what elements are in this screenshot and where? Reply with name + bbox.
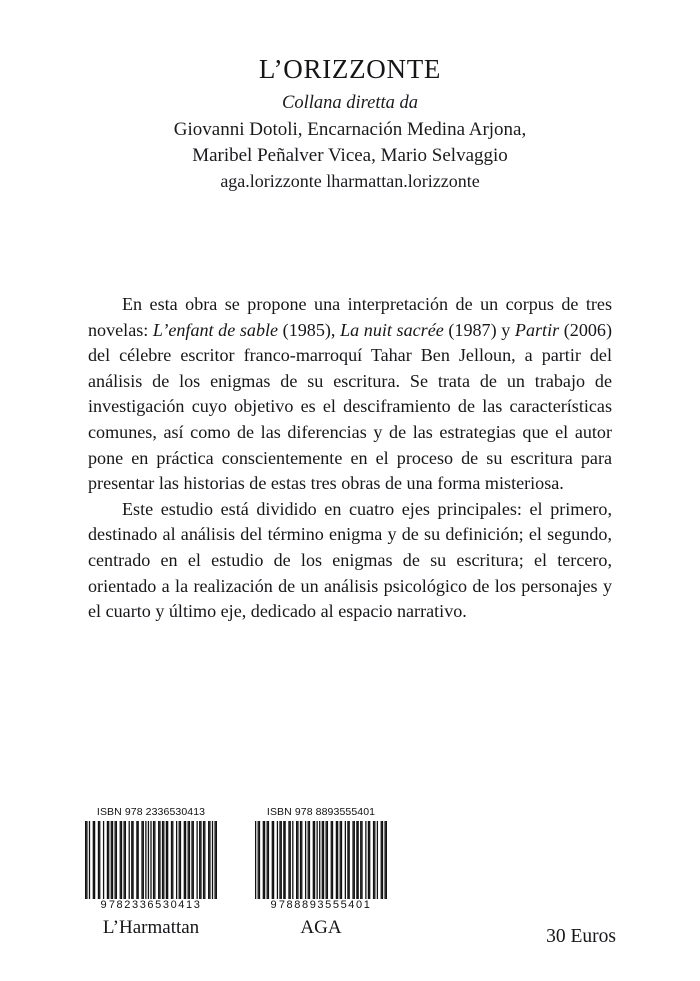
barcode-block-lharmattan (85, 806, 217, 940)
bottom-bar (0, 806, 700, 981)
barcode-block-aga (255, 806, 387, 940)
imprint-name: AGA (300, 917, 342, 938)
barcode-digits-left: 788893 (278, 899, 326, 911)
price-label: 30 Euros (546, 926, 616, 947)
barcode-image (255, 821, 387, 899)
blurb-text-block (88, 292, 612, 625)
isbn-caption: ISBN 978 8893555401 (266, 806, 376, 818)
series-header (0, 54, 700, 195)
blurb-paragraph-2: Este estudio está dividido en cuatro ejes principales: el primero, destinado al análisis del término enigma y de su definición; el segundo, centrado en el estudio de los enigmas de su escritura; el tercero, orientado a la realización de un análisis psicológico de los personajes y el cuarto y último eje, dedicado al espacio narrativo. (88, 498, 612, 622)
series-web-links: aga.lorizzonte lharmattan.lorizzonte (220, 171, 480, 192)
barcode-digit-lead: 9 (270, 899, 277, 911)
series-editors-line-1: Giovanni Dotoli, Encarnación Medina Arjona, (173, 118, 527, 140)
barcode-digits-right: 530413 (155, 899, 202, 911)
barcode-digits (85, 899, 217, 911)
series-title: L’ORIZZONTE (258, 54, 442, 84)
blurb-paragraph-1: En esta obra se propone una interpretación de un corpus de tres novelas: L’enfant de sable (1985), La nuit sacrée (1987) y Partir (2006) del célebre escritor franco-marroquí Tahar Ben Jelloun, a partir del análisis de los enigmas de su escritura. Se trata de un trabajo de investigación cuyo objetivo es el desciframiento de las características comunes, así como de las diferencias y de las estrategias que el autor pone en práctica conscientemente en el proceso de su escritura para presentar las historias de estas tres obras de una forma misteriosa. (88, 294, 613, 494)
barcode-digits (255, 899, 387, 911)
imprint-name: L’Harmattan (102, 917, 200, 938)
isbn-caption: ISBN 978 2336530413 (96, 806, 206, 818)
series-editors-line-2: Maribel Peñalver Vicea, Mario Selvaggio (192, 144, 508, 166)
barcode-digit-lead: 9 (100, 899, 107, 911)
barcode-digits-right: 555401 (325, 899, 372, 911)
series-directed-by-label: Collana diretta da (281, 93, 418, 114)
barcode-image (85, 821, 217, 899)
barcode-digits-left: 782336 (108, 899, 156, 911)
